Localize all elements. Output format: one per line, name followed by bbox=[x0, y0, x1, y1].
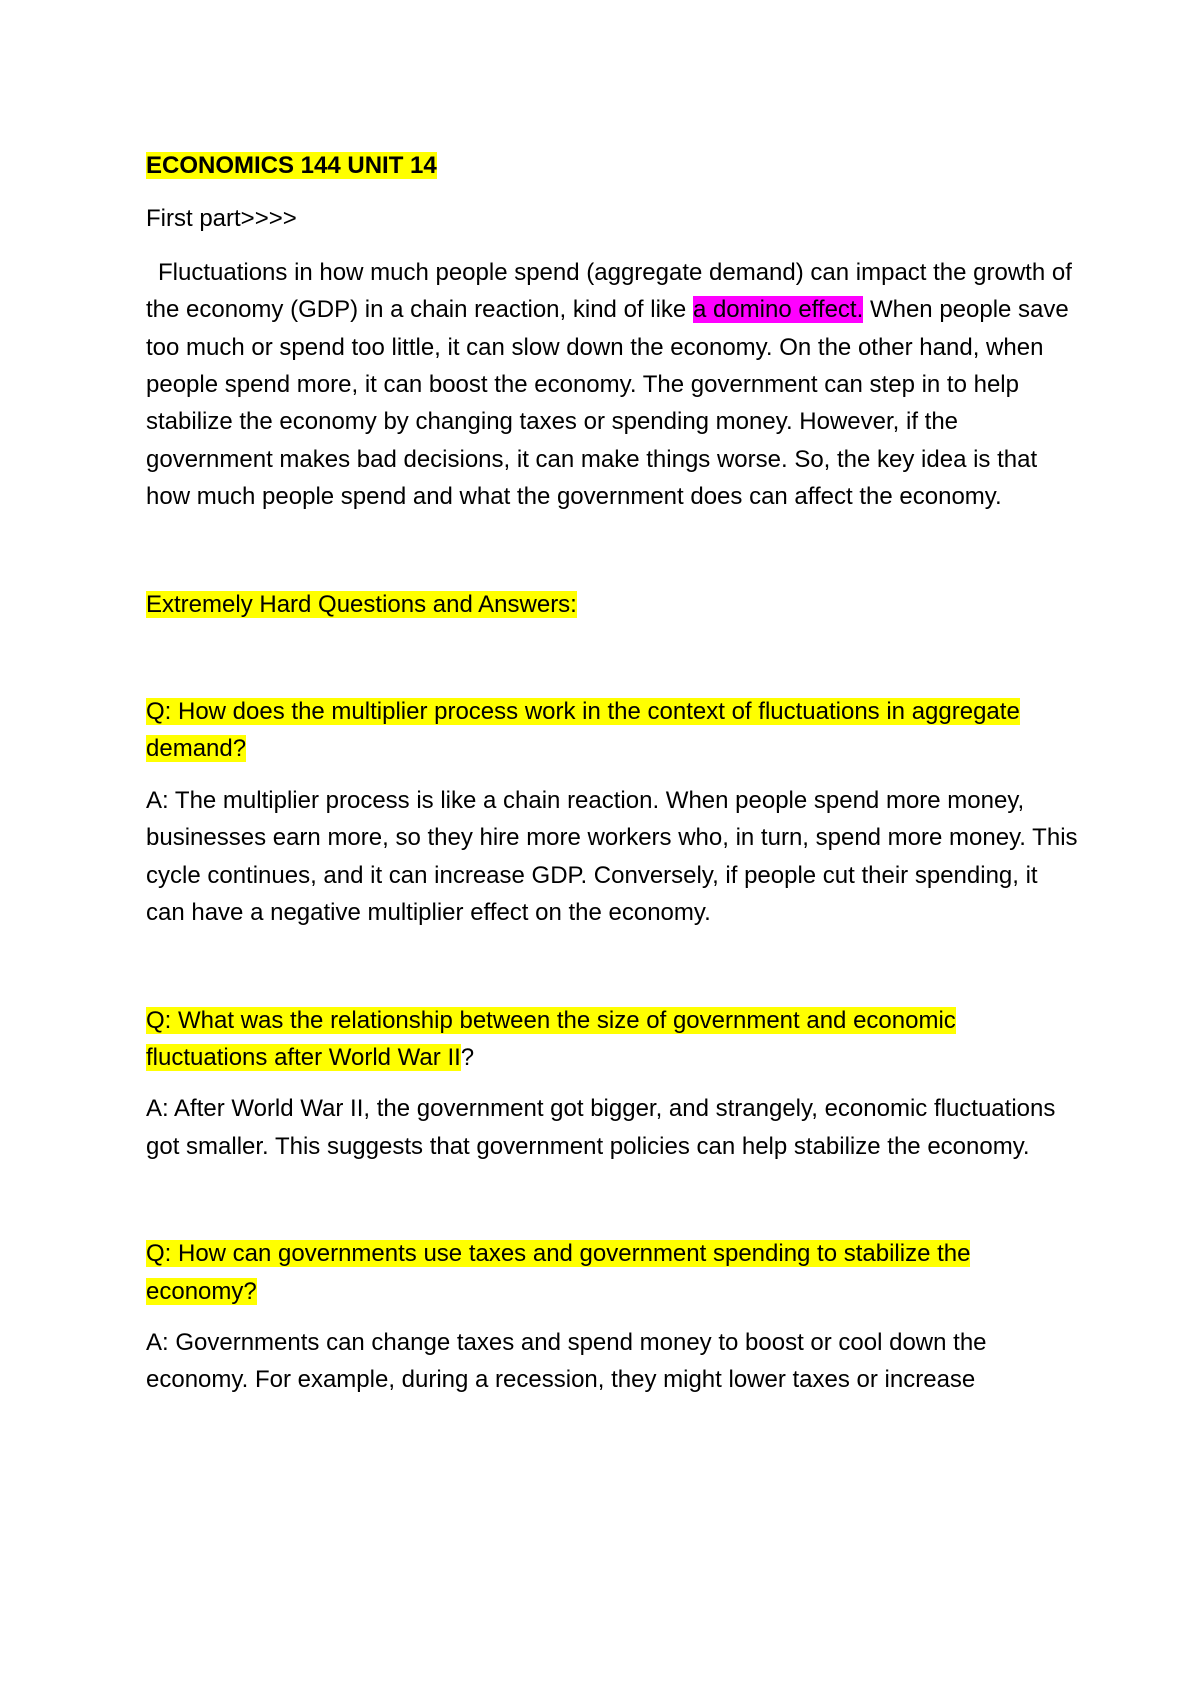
question-text: Q: What was the relationship between the size of government and economic fluctuations after World War II bbox=[146, 1006, 956, 1071]
section-heading-text: Extremely Hard Questions and Answers: bbox=[146, 590, 577, 618]
section-heading bbox=[146, 586, 1080, 623]
qa-item bbox=[146, 1002, 1080, 1166]
question bbox=[146, 693, 1080, 768]
qa-item bbox=[146, 1235, 1080, 1399]
question-text: Q: How can governments use taxes and government spending to stabilize the economy? bbox=[146, 1240, 971, 1305]
document-title bbox=[146, 147, 1080, 184]
question bbox=[146, 1235, 1080, 1310]
intro-highlight: a domino effect. bbox=[692, 296, 864, 324]
answer: A: The multiplier process is like a chain reaction. When people spend more money, businesses earn more, so they hire more workers who, in turn, spend more money. This cycle continues, and it can increase GDP. Conversely, if people cut their spending, it can have a negative multiplier effect on the economy. bbox=[146, 786, 1078, 927]
question bbox=[146, 1002, 1080, 1077]
intro-text-before: Fluctuations in how much people spend (aggregate demand) can impact the growth of the economy (GDP) in a chain reaction, kind of like bbox=[146, 258, 1072, 324]
document-title-text: ECONOMICS 144 UNIT 14 bbox=[146, 152, 437, 179]
question-suffix: ? bbox=[460, 1043, 475, 1071]
intro-text-after: When people save too much or spend too little, it can slow down the economy. On the other hand, when people spend more, it can boost the economy. The government can step in to help stabilize the economy by changing taxes or spending money. However, if the government makes bad decisions, it can make things worse. So, the key idea is that how much people spend and what the government does can affect the economy. bbox=[146, 296, 1069, 511]
intro-paragraph bbox=[146, 254, 1080, 516]
qa-item bbox=[146, 693, 1080, 931]
answer: A: After World War II, the government got bigger, and strangely, economic fluctuations got smaller. This suggests that government policies can help stabilize the economy. bbox=[146, 1095, 1056, 1160]
first-part-label: First part>>>> bbox=[146, 205, 297, 233]
answer: A: Governments can change taxes and spend money to boost or cool down the economy. For example, during a recession, they might lower taxes or increase bbox=[146, 1328, 987, 1394]
question-text: Q: How does the multiplier process work in the context of fluctuations in aggregate demand? bbox=[146, 698, 1020, 763]
